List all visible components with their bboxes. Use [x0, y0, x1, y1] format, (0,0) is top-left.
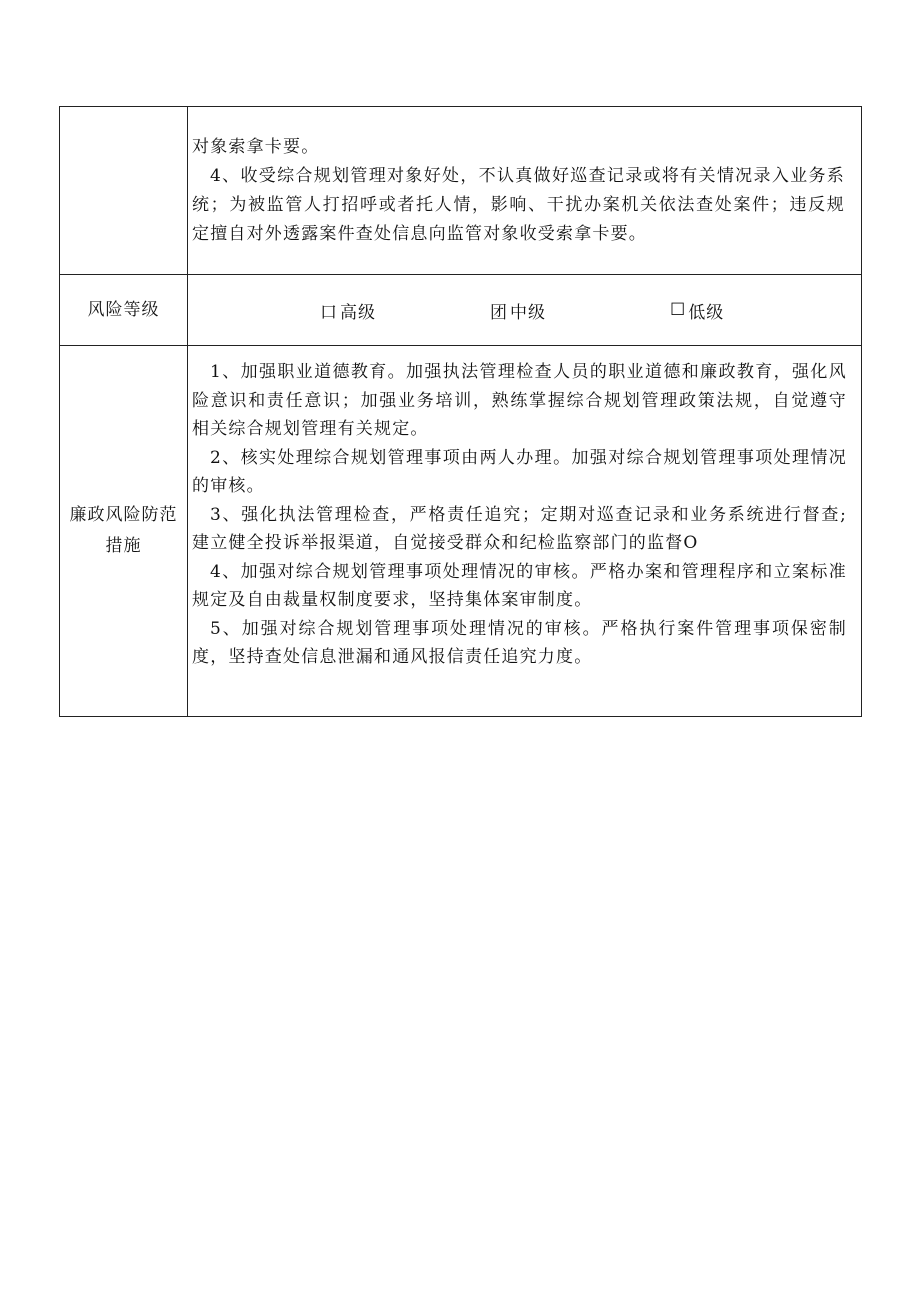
risk-table — [59, 106, 862, 717]
measure-item: 3、强化执法管理检查，严格责任追究；定期对巡查记录和业务系统进行督查;建立健全投诉举报渠道，自觉接受群众和纪检监察部门的监督O — [192, 504, 847, 553]
continuation-paragraph: 4、收受综合规划管理对象好处，不认真做好巡查记录或将有关情况录入业务系统；为被监管人打招呼或者托人情，影响、干扰办案机关依法查处案件；违反规定擅自对外透露案件查处信息向监管对象收受索拿卡要。 — [192, 166, 845, 244]
checkbox-empty-icon: 口 — [320, 302, 338, 323]
continuation-content-cell — [188, 107, 862, 275]
checkbox-empty-icon: ☐ — [670, 300, 687, 320]
risk-level-options — [188, 298, 861, 323]
risk-level-row — [60, 275, 862, 346]
risk-option-medium — [490, 298, 670, 323]
measure-item: 5、加强对综合规划管理事项处理情况的审核。严格执行案件管理事项保密制度，坚持查处信息泄漏和通风报信责任追究力度。 — [192, 618, 847, 667]
risk-option-high — [320, 298, 490, 323]
continuation-row — [60, 107, 862, 275]
measures-content-cell — [188, 346, 862, 717]
risk-option-label: 低级 — [688, 302, 725, 323]
risk-option-label: 中级 — [510, 302, 546, 323]
checkbox-checked-icon: 团 — [490, 302, 508, 323]
continuation-paragraph: 对象索拿卡要。 — [192, 137, 320, 157]
risk-option-label: 高级 — [340, 302, 376, 323]
measure-item: 2、核实处理综合规划管理事项由两人办理。加强对综合规划管理事项处理情况的审核。 — [192, 447, 847, 496]
continuation-label-cell — [60, 107, 188, 275]
measures-row — [60, 346, 862, 717]
measure-item: 4、加强对综合规划管理事项处理情况的审核。严格办案和管理程序和立案标准规定及自由裁量权制度要求，坚持集体案审制度。 — [192, 561, 847, 610]
measures-label — [60, 346, 188, 717]
measures-label-line: 廉政风险防范 — [69, 505, 178, 525]
measure-item: 1、加强职业道德教育。加强执法管理检查人员的职业道德和廉政教育，强化风险意识和责任意识；加强业务培训，熟练掌握综合规划管理政策法规，自觉遵守相关综合规划管理有关规定。 — [192, 362, 847, 439]
measures-label-line: 措施 — [105, 536, 142, 556]
risk-level-options-cell — [188, 275, 862, 346]
risk-level-label: 风险等级 — [60, 275, 188, 346]
risk-option-low — [670, 298, 724, 323]
